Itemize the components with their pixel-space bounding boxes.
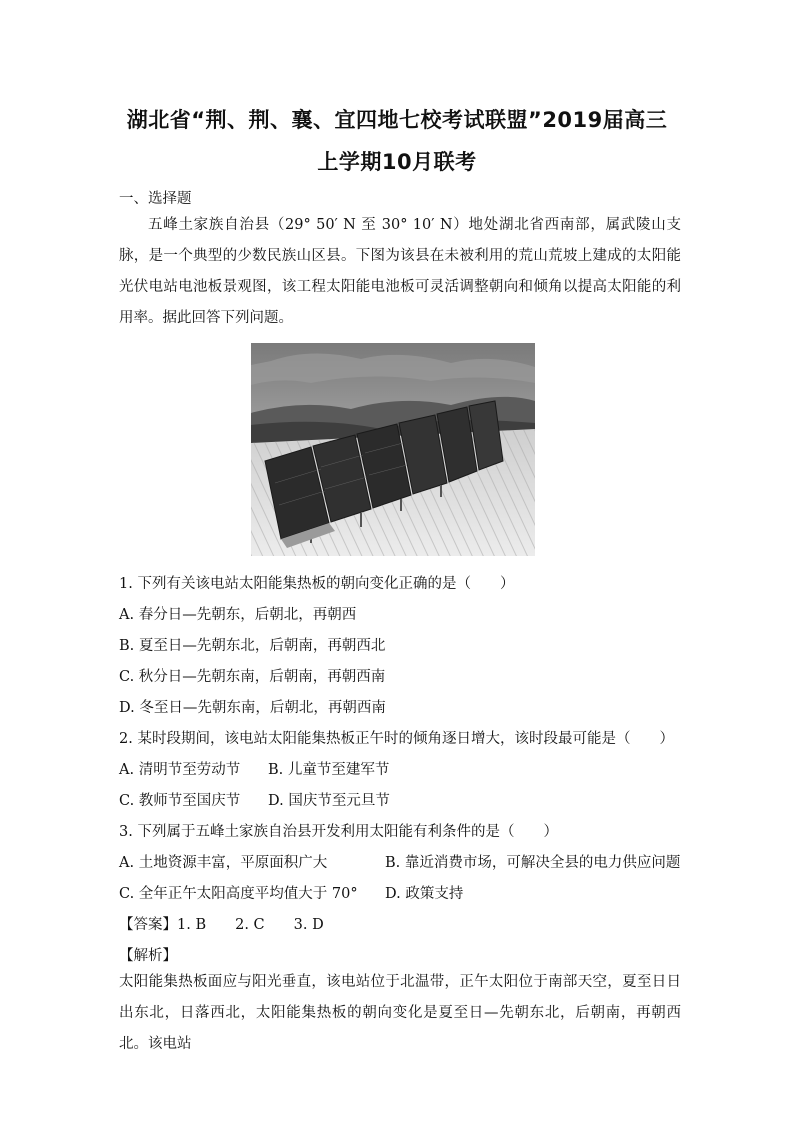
- question-3-option-c: C. 全年正午太阳高度平均值大于 70°: [119, 886, 358, 902]
- question-3-stem: 3. 下列属于五峰土家族自治县开发利用太阳能有利条件的是（ ）: [119, 824, 558, 840]
- analysis-label: 【解析】: [119, 948, 177, 964]
- document-title-line-2: 上学期10月联考: [317, 150, 477, 174]
- answer-line: 【答案】1. B 2. C 3. D: [119, 917, 324, 933]
- document-title-line-1: 湖北省“荆、荆、襄、宜四地七校考试联盟”2019届高三: [126, 108, 668, 132]
- question-1-option-a: A. 春分日—先朝东，后朝北，再朝西: [119, 607, 357, 623]
- question-2-stem: 2. 某时段期间，该电站太阳能集热板正午时的倾角逐日增大，该时段最可能是（ ）: [119, 731, 674, 747]
- question-1-option-b: B. 夏至日—先朝东北，后朝南，再朝西北: [119, 638, 386, 654]
- question-2-option-b: B. 儿童节至建军节: [268, 762, 390, 778]
- question-3-option-a: A. 土地资源丰富，平原面积广大: [119, 855, 328, 871]
- question-3-option-b: B. 靠近消费市场，可解决全县的电力供应问题: [385, 855, 681, 871]
- question-2-option-a: A. 清明节至劳动节: [119, 762, 241, 778]
- intro-paragraph: 五峰土家族自治县（29° 50′ N 至 30° 10′ N）地处湖北省西南部，属武陵山支脉，是一个典型的少数民族山区县。下图为该县在未被利用的荒山荒坡上建成的太阳能光伏电站电池板景观图，该工程太阳能电池板可灵活调整朝向和倾角以提高太阳能的利用率。据此回答下列问题。: [119, 217, 681, 326]
- solar-panel-photo: [251, 343, 535, 556]
- question-1-option-c: C. 秋分日—先朝东南，后朝南，再朝西南: [119, 669, 386, 685]
- question-2-option-d: D. 国庆节至元旦节: [268, 793, 390, 809]
- question-3-option-d: D. 政策支持: [385, 886, 464, 902]
- analysis-paragraph: 太阳能集热板面应与阳光垂直，该电站位于北温带，正午太阳位于南部天空，夏至日日出东北，日落西北，太阳能集热板的朝向变化是夏至日—先朝东北，后朝南，再朝西北。该电站: [119, 974, 681, 1052]
- question-2-option-c: C. 教师节至国庆节: [119, 793, 241, 809]
- section-heading: 一、选择题: [119, 191, 192, 207]
- question-1-stem: 1. 下列有关该电站太阳能集热板的朝向变化正确的是（ ）: [119, 576, 515, 592]
- question-1-option-d: D. 冬至日—先朝东南，后朝北，再朝西南: [119, 700, 386, 716]
